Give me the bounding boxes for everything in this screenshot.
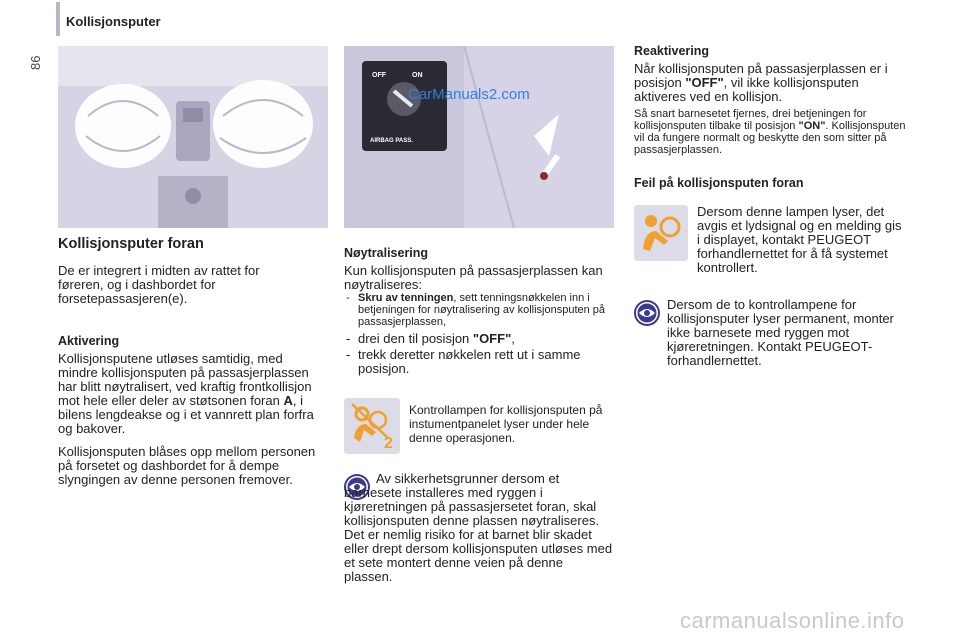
section-title-front-airbags: Kollisjonsputer foran bbox=[58, 236, 204, 252]
fault-note: Dersom de to kontrollampene for kollisjonsputer lyser permanent, monter ikke barnesete med ryggen mot kjøreretningen. Kontakt PEUGEOT-forhandlernettet. bbox=[667, 297, 894, 368]
neutralization-title: Nøytralisering bbox=[344, 246, 429, 260]
activation-title: Aktivering bbox=[58, 334, 120, 348]
intro-paragraph: De er integrert i midten av rattet for føreren, og i dashbordet for forsetepassasjeren(e). bbox=[58, 263, 260, 306]
eye-icon-right bbox=[634, 300, 660, 326]
fault-paragraph: Dersom denne lampen lyser, det avgis et lydsignal og en melding gis i displayet, kontakt PEUGEOT forhandlernettet for å få systemet kontrollert. bbox=[697, 204, 902, 275]
switch-label-airbag: AIRBAG PASS. bbox=[370, 138, 413, 144]
airbag-illustration bbox=[58, 46, 328, 228]
reactivation-title: Reaktivering bbox=[634, 44, 710, 58]
step-2: - drei den til posisjon "OFF", bbox=[344, 332, 620, 346]
airbag-fault-icon-drawing bbox=[634, 205, 688, 261]
header-accent-bar bbox=[56, 2, 60, 36]
page-header: Kollisjonsputer bbox=[66, 14, 161, 29]
airbag-off-icon-drawing bbox=[344, 398, 400, 454]
switch-label-on: ON bbox=[412, 72, 423, 79]
footer-watermark: carmanualsonline.info bbox=[680, 608, 905, 633]
activation-paragraph-1: Kollisjonsputene utløses samtidig, med mindre kollisjonsputen på passasjerplassen har blitt nøytralisert, ved kraftig frontkollisjon mot hele eller deler av støtsonen foran A, i bilens lengdeakse og i et vannrett plan forfra og bakover. bbox=[58, 351, 314, 436]
svg-text:2: 2 bbox=[384, 435, 393, 452]
airbag-fault-lamp-icon bbox=[634, 205, 688, 261]
reactivation-paragraph: Når kollisjonsputen på passasjerplassen er i posisjon "OFF", vil ikke kollisjonsputen aktiveres ved en kollisjon. bbox=[634, 61, 888, 104]
airbag-off-lamp-icon bbox=[344, 398, 400, 454]
activation-paragraph-2: Kollisjonsputen blåses opp mellom personen på forsetet og dashbordet for å dempe slyngingen av denne personen fremover. bbox=[58, 444, 316, 487]
reactivation-note: Så snart barnesetet fjernes, drei betjeningen for kollisjonsputen tilbake til posisjon "ON". Kollisjonsputen vil da fungere normalt og beskytte den som sitter på passasjerplassen. bbox=[634, 108, 906, 156]
lamp-note: Kontrollampen for kollisjonsputen på instumentpanelet lyser under hele denne operasjonen. bbox=[409, 403, 603, 445]
airbag-switch-photo bbox=[344, 46, 614, 228]
fault-title: Feil på kollisjonsputen foran bbox=[634, 176, 804, 190]
safety-warning: Av sikkerhetsgrunner dersom et barnesete installeres med ryggen i kjøreretningen på passasjersetet foran, skal kollisjonsputen denne plassen nøytraliseres. Det er nemlig risiko for at barnet blir skadet eller drept dersom kollisjonsputen utløses med et sete montert denne veien på denne plassen. bbox=[344, 471, 613, 584]
page-number: 86 bbox=[28, 55, 43, 70]
switch-label-off: OFF bbox=[372, 72, 386, 79]
neutralization-steps bbox=[344, 292, 620, 376]
airbag-interior-drawing bbox=[58, 46, 328, 228]
photo-watermark: CarManuals2.com bbox=[408, 86, 530, 103]
step-3: - trekk deretter nøkkelen rett ut i samme posisjon. bbox=[344, 348, 620, 376]
neutralization-intro: Kun kollisjonsputen på passasjerplassen kan nøytraliseres: bbox=[344, 263, 603, 292]
step-1: - Skru av tenningen, sett tenningsnøkkelen inn i betjeningen for nøytralisering av kollisjonsputen på passasjerplassen, bbox=[344, 292, 620, 328]
